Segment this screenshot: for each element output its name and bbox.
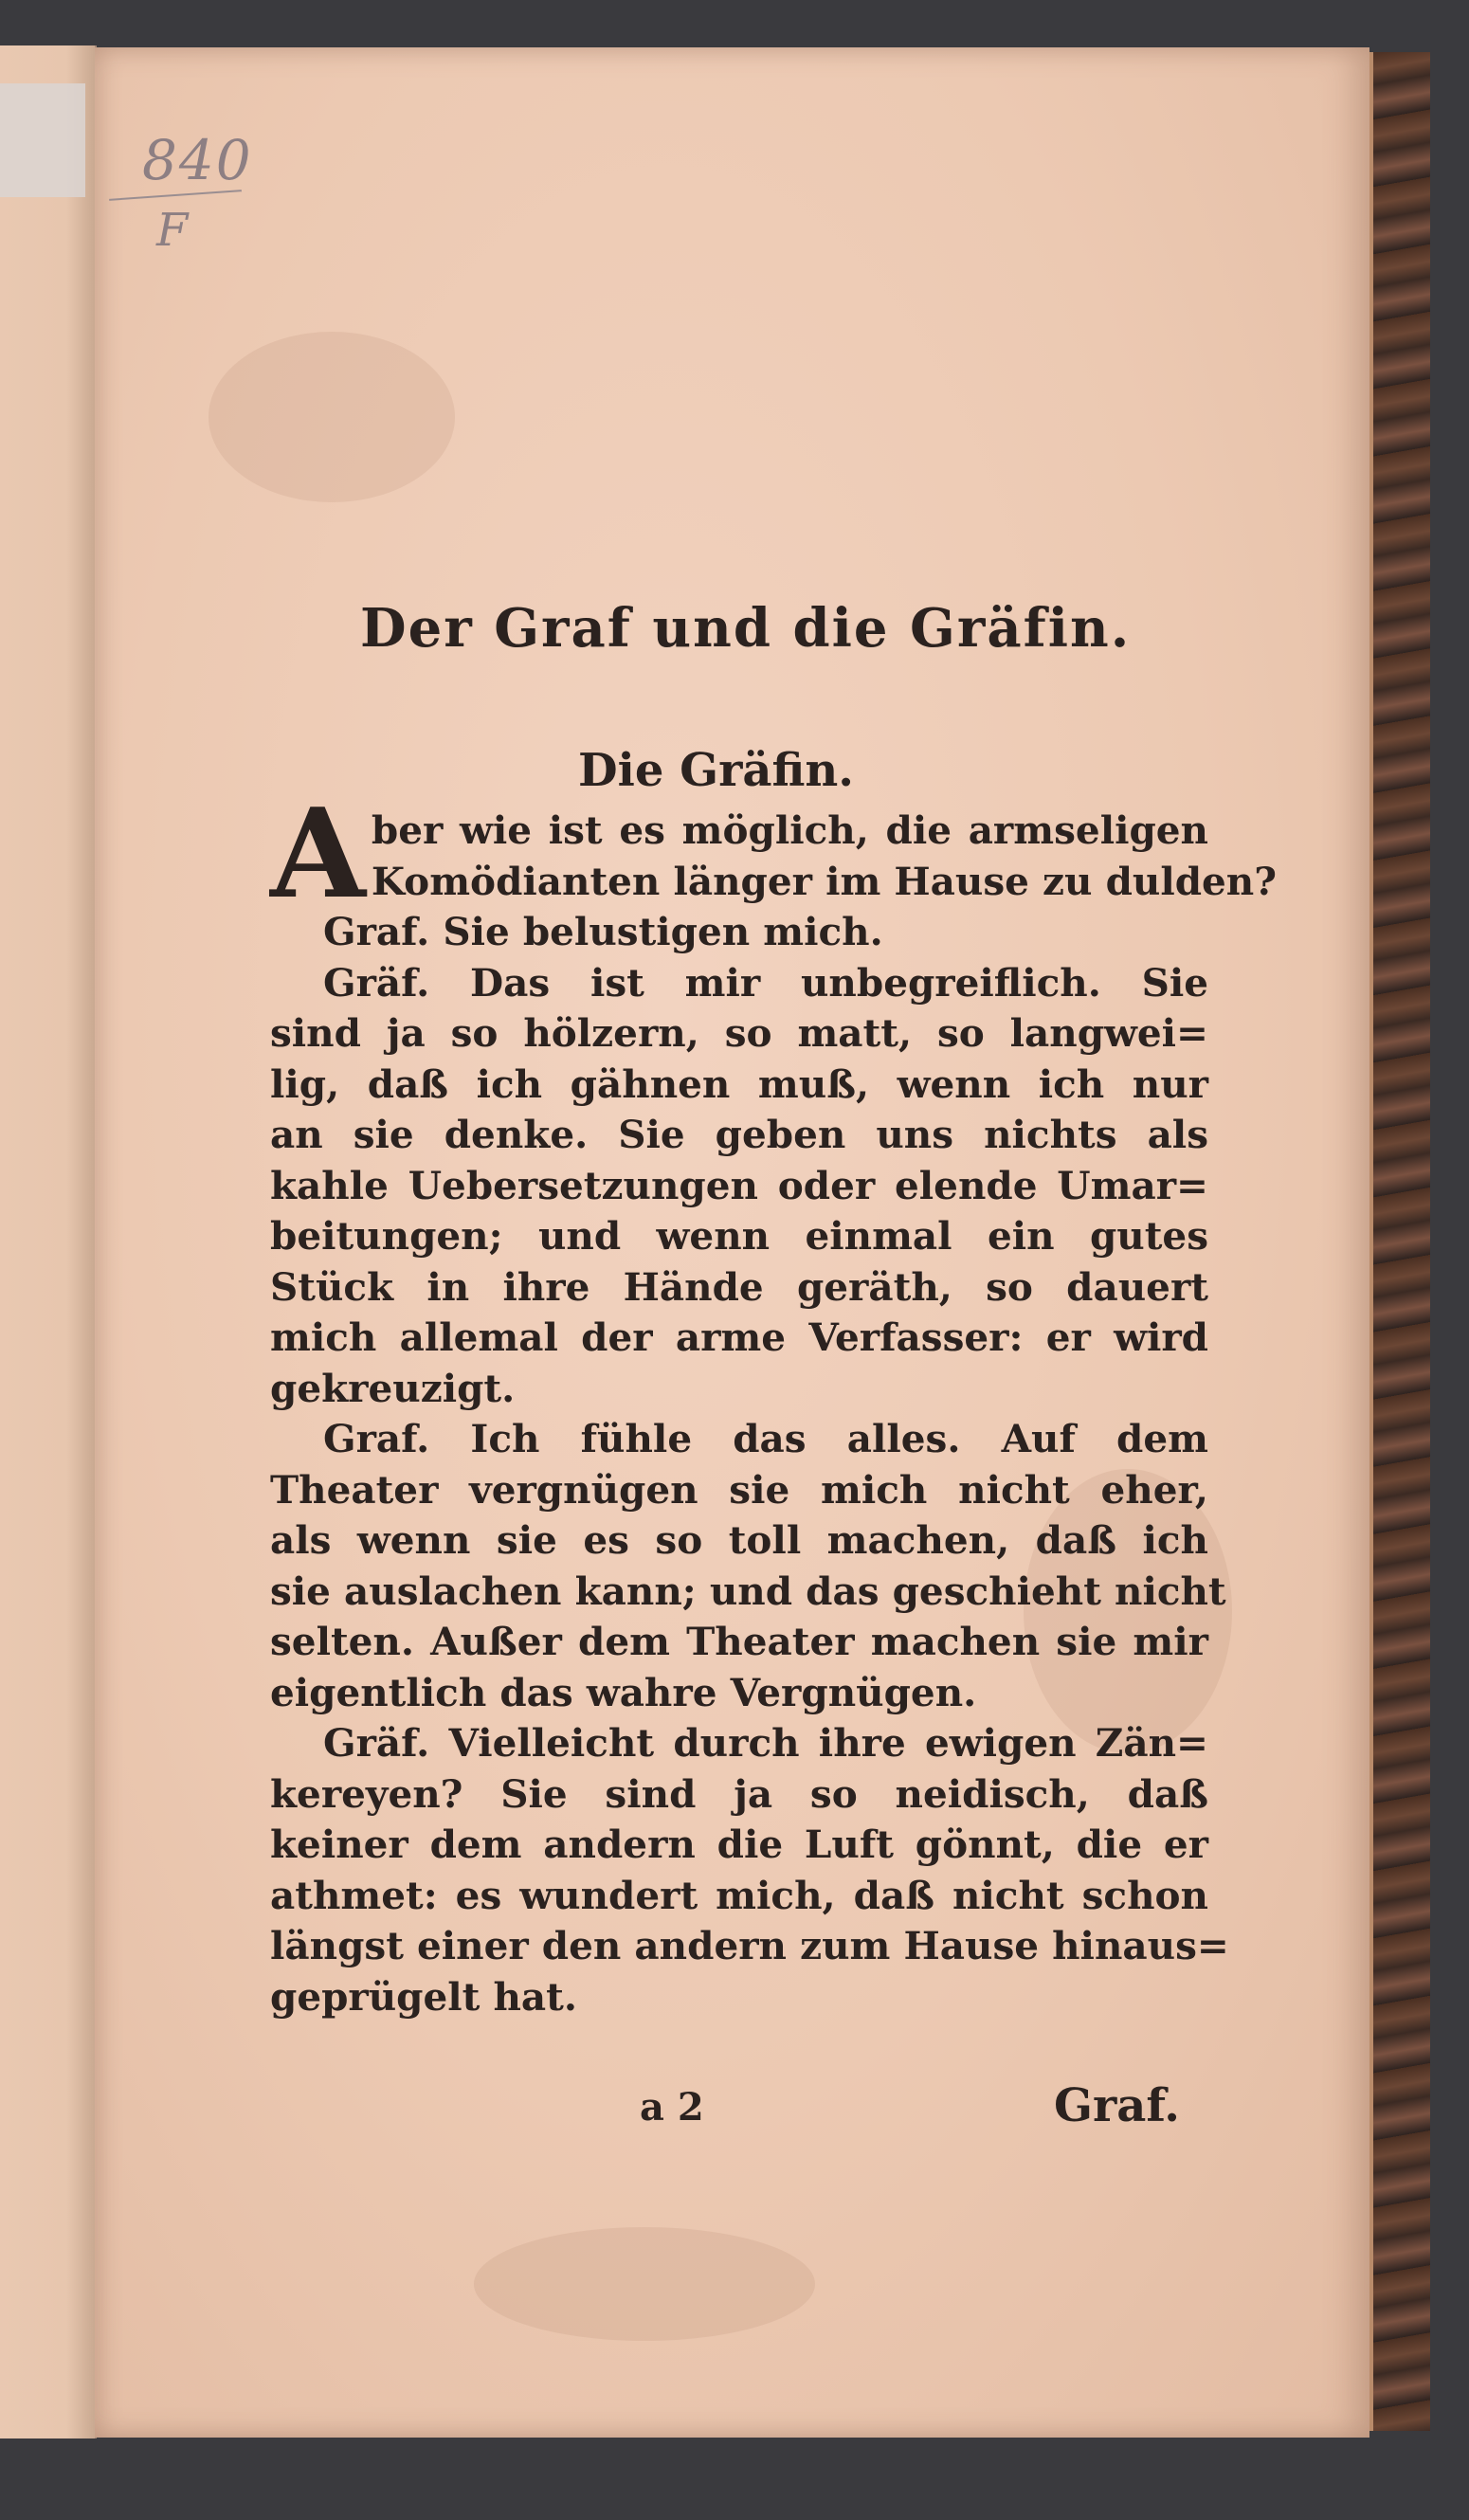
text-line: an sie denke. Sie geben uns nichts als <box>270 1112 1208 1157</box>
text-line: Gräf. Das ist mir unbegreiflich. Sie <box>323 959 1208 1006</box>
text-line: längst einer den andern zum Hause hinaus= <box>270 1923 1229 1968</box>
signature-mark: a 2 <box>640 2085 704 2130</box>
speaker-heading: Die Gräfin. <box>578 744 854 797</box>
dialogue-text <box>270 781 1277 2022</box>
paper-stain <box>474 2227 815 2341</box>
text-line: kahle Uebersetzungen oder elende Umar= <box>270 1162 1208 1208</box>
text-line: Stück in ihre Hände geräth, so dauert <box>270 1263 1208 1310</box>
page-title: Der Graf und die Gräfin. <box>360 597 1132 660</box>
catchword: Graf. <box>1053 2079 1180 2132</box>
text-line: ber wie ist es möglich, die armseligen <box>371 807 1208 853</box>
text-line: beitungen; und wenn einmal ein gutes <box>270 1213 1208 1259</box>
text-line: sind ja so hölzern, so matt, so langwei= <box>270 1010 1208 1056</box>
text-line: Komödianten länger im Hause zu dulden? <box>371 858 1277 904</box>
text-line: mich allemal der arme Verfasser: er wird <box>270 1314 1208 1360</box>
text-line: keiner dem andern die Luft gönnt, die er <box>270 1822 1208 1867</box>
text-line: Gräf. Vielleicht durch ihre ewigen Zän= <box>323 1720 1208 1766</box>
previous-page-edge <box>0 45 97 2438</box>
text-line: geprügelt hat. <box>270 1973 577 2020</box>
text-line: als wenn sie es so toll machen, daß ich <box>270 1517 1208 1563</box>
page-footer <box>270 2079 1208 2142</box>
text-line: athmet: es wundert mich, daß nicht schon <box>270 1872 1208 1918</box>
text-line: lig, daß ich gähnen muß, wenn ich nur <box>270 1061 1208 1107</box>
text-line: kereyen? Sie sind ja so neidisch, daß <box>270 1770 1208 1817</box>
text-line: eigentlich das wahre Vergnügen. <box>270 1669 977 1715</box>
text-line: selten. Außer dem Theater machen sie mir <box>270 1619 1208 1664</box>
pencil-shelf-number: 840 <box>142 128 253 192</box>
drop-capital: A <box>270 781 366 926</box>
text-line: gekreuzigt. <box>270 1365 516 1411</box>
paper-stain <box>209 332 455 502</box>
text-line: sie auslachen kann; und das geschieht nicht <box>270 1568 1226 1614</box>
text-line: Theater vergnügen sie mich nicht eher, <box>270 1466 1208 1513</box>
pencil-shelf-letter: F <box>156 204 189 257</box>
text-line: Graf. Ich fühle das alles. Auf dem <box>323 1416 1208 1461</box>
text-lines <box>270 806 1277 2022</box>
book-cover-edge <box>1369 52 1430 2431</box>
text-line: Graf. Sie belustigen mich. <box>323 909 883 954</box>
paper-tab <box>0 83 85 197</box>
